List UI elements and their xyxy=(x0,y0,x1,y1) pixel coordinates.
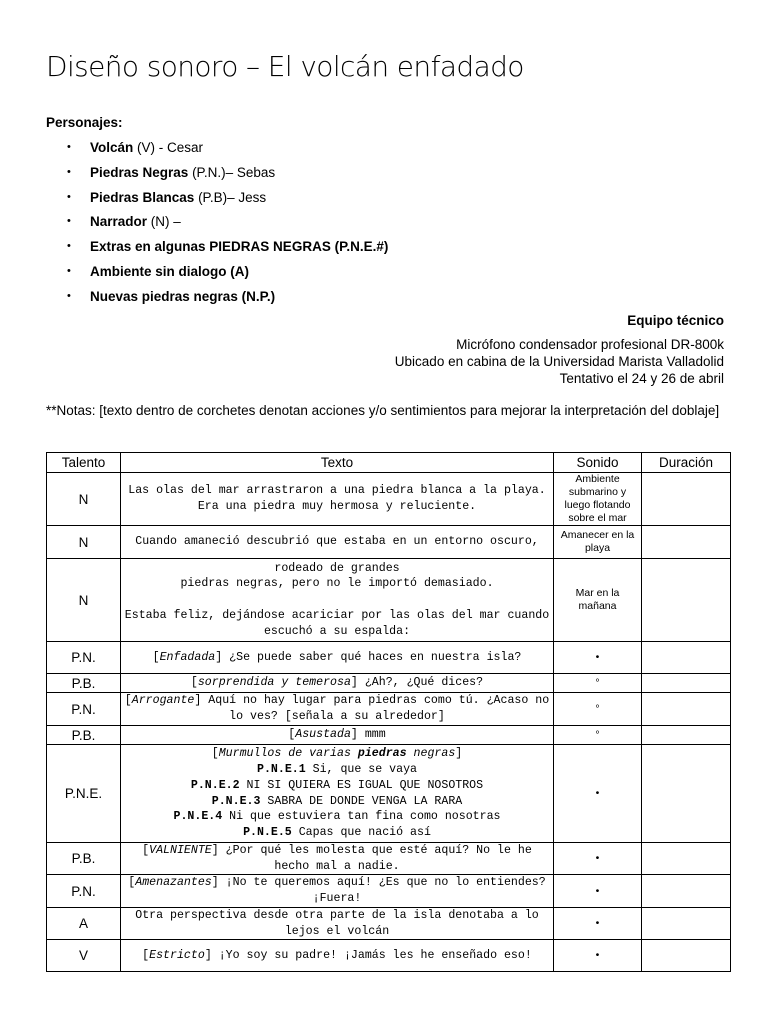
notes-paragraph: **Notas: [texto dentro de corchetes denotan acciones y/o sentimientos para mejorar la interpretación del doblaje] xyxy=(46,403,720,418)
character-item xyxy=(46,238,388,263)
table-row xyxy=(47,674,731,693)
bullet-icon: • xyxy=(67,165,71,178)
characters-list xyxy=(46,139,388,313)
bullet-icon: • xyxy=(67,264,71,277)
texto-segment: rodeado de grandes piedras negras, pero no le importó demasiado. Estaba feliz, dejándose acariciar por las olas del mar cuando escuchó a su espalda: xyxy=(124,561,550,638)
character-name: Ambiente sin dialogo (A) xyxy=(90,263,250,279)
document-title: Diseño sonoro – El volcán enfadado xyxy=(46,50,524,83)
script-table xyxy=(46,452,731,972)
texto-segment: [ xyxy=(190,676,198,690)
sonido-cell: Mar en la mañana xyxy=(554,559,642,642)
sonido-cell: Amanecer en la playa xyxy=(554,526,642,559)
duracion-cell xyxy=(642,473,731,526)
texto-segment: P.N.E.3 xyxy=(211,794,261,808)
character-detail: (P.B)– Jess xyxy=(194,189,267,205)
texto-segment: Estricto xyxy=(149,948,205,962)
duracion-cell xyxy=(642,745,731,843)
texto-segment: ] ¡Yo soy su padre! ¡Jamás les he enseñado eso! xyxy=(204,948,532,962)
texto-cell xyxy=(121,674,554,693)
texto-cell xyxy=(121,875,554,907)
texto-segment: Ni que estuviera tan fina como nosotras xyxy=(229,810,501,824)
header-texto: Texto xyxy=(121,453,554,473)
talento-cell: P.N. xyxy=(47,693,121,726)
texto-segment: P.N.E.4 xyxy=(173,810,223,824)
sonido-cell: ° xyxy=(554,726,642,745)
header-talento: Talento xyxy=(47,453,121,473)
duracion-cell xyxy=(642,526,731,559)
talento-cell: N xyxy=(47,473,121,526)
character-name: Piedras Blancas xyxy=(90,189,195,205)
equipo-title: Equipo técnico xyxy=(627,313,724,328)
header-duracion: Duración xyxy=(642,453,731,473)
bullet-icon: • xyxy=(67,141,71,153)
talento-cell: P.B. xyxy=(47,674,121,693)
talento-cell: V xyxy=(47,940,121,972)
character-name: Nuevas piedras negras (N.P.) xyxy=(90,288,276,304)
character-name: Volcán xyxy=(90,140,134,155)
sonido-cell: Ambiente submarino y luego flotando sobre el mar xyxy=(554,473,642,526)
duracion-cell xyxy=(642,674,731,693)
character-item xyxy=(46,213,388,238)
equipo-tecnico xyxy=(395,312,724,387)
texto-segment: [ xyxy=(211,747,219,761)
talento-cell: P.B. xyxy=(47,726,121,745)
bullet-icon: • xyxy=(67,240,71,253)
equipo-line: Ubicado en cabina de la Universidad Marista Valladolid xyxy=(394,354,724,369)
table-row xyxy=(47,726,731,745)
texto-cell xyxy=(121,907,554,939)
texto-segment: Arrogante xyxy=(131,694,195,708)
texto-segment: Capas que nació así xyxy=(291,825,431,839)
texto-segment: [ xyxy=(142,844,150,857)
duracion-cell xyxy=(642,642,731,674)
texto-segment: P.N.E.2 xyxy=(190,778,240,792)
texto-cell xyxy=(121,526,554,559)
texto-segment: Asustada xyxy=(295,728,351,742)
character-item xyxy=(46,189,388,214)
character-item xyxy=(46,139,388,164)
texto-segment: Murmullos de varias xyxy=(218,747,358,761)
texto-segment: Otra perspectiva desde otra parte de la isla denotaba a lo lejos el volcán xyxy=(135,908,539,938)
talento-cell: P.N. xyxy=(47,875,121,907)
talento-cell: P.N.E. xyxy=(47,745,121,843)
texto-segment: piedras xyxy=(357,747,407,761)
texto-segment: [ xyxy=(288,728,296,742)
table-row xyxy=(47,559,731,642)
texto-segment: Amenazantes xyxy=(135,876,212,890)
duracion-cell xyxy=(642,726,731,745)
texto-segment: ] ¿Ah?, ¿Qué dices? xyxy=(350,676,484,690)
texto-cell xyxy=(121,559,554,642)
texto-segment: Las olas del mar arrastraron a una piedra blanca a la playa. Era una piedra muy hermosa y reluciente. xyxy=(128,484,546,513)
character-item xyxy=(46,164,388,189)
texto-segment: Si, que se vaya xyxy=(312,763,418,777)
texto-segment: [ xyxy=(152,650,160,664)
character-detail: (N) – xyxy=(147,214,181,230)
character-name: Extras en algunas PIEDRAS NEGRAS (P.N.E.#) xyxy=(90,239,389,255)
texto-segment: P.N.E.5 xyxy=(243,825,292,839)
sonido-cell: • xyxy=(554,843,642,875)
table-row xyxy=(47,940,731,972)
character-detail: (V) - Cesar xyxy=(133,140,204,155)
bullet-icon: • xyxy=(67,215,71,228)
texto-segment: SABRA DE DONDE VENGA LA RARA xyxy=(267,794,463,808)
table-row xyxy=(47,642,731,674)
texto-segment: Enfadada xyxy=(159,650,216,664)
talento-cell: N xyxy=(47,526,121,559)
character-detail: (P.N.)– Sebas xyxy=(188,164,276,180)
table-row xyxy=(47,843,731,875)
texto-segment: P.N.E.1 xyxy=(256,763,306,777)
duracion-cell xyxy=(642,559,731,642)
table-row xyxy=(47,875,731,907)
table-row xyxy=(47,473,731,526)
texto-segment: ] ¿Por qué les molesta que esté aquí? No le he hecho mal a nadie. xyxy=(211,844,532,873)
table-row xyxy=(47,693,731,726)
header-sonido: Sonido xyxy=(554,453,642,473)
table-body xyxy=(47,473,731,972)
texto-segment: ] xyxy=(455,747,463,761)
talento-cell: A xyxy=(47,907,121,939)
duracion-cell xyxy=(642,843,731,875)
bullet-icon: • xyxy=(67,190,71,203)
duracion-cell xyxy=(642,940,731,972)
talento-cell: N xyxy=(47,559,121,642)
talento-cell: P.N. xyxy=(47,642,121,674)
equipo-line: Tentativo el 24 y 26 de abril xyxy=(559,371,724,386)
characters-heading: Personajes: xyxy=(46,115,123,130)
sonido-cell: • xyxy=(554,940,642,972)
texto-segment: ] mmm xyxy=(350,728,386,742)
texto-cell xyxy=(121,843,554,875)
duracion-cell xyxy=(642,693,731,726)
texto-segment: [ xyxy=(128,876,136,890)
texto-segment: VALNIENTE xyxy=(149,844,212,857)
texto-segment: [ xyxy=(142,948,150,962)
table-row xyxy=(47,907,731,939)
sonido-cell: • xyxy=(554,642,642,674)
texto-cell xyxy=(121,940,554,972)
equipo-line: Micrófono condensador profesional DR-800k xyxy=(456,337,724,352)
duracion-cell xyxy=(642,907,731,939)
texto-segment: ] Aquí no hay lugar para piedras como tú. ¿Acaso no lo ves? [señala a su alrededor] xyxy=(194,694,550,723)
texto-cell xyxy=(121,745,554,843)
table-row xyxy=(47,745,731,843)
sonido-cell: ° xyxy=(554,693,642,726)
sonido-cell: • xyxy=(554,907,642,939)
character-name: Piedras Negras xyxy=(90,164,189,180)
texto-cell xyxy=(121,693,554,726)
texto-segment: ] ¡No te queremos aquí! ¿Es que no lo entiendes? ¡Fuera! xyxy=(211,876,546,906)
texto-segment: [ xyxy=(124,694,132,708)
texto-cell xyxy=(121,726,554,745)
texto-segment: Cuando amaneció descubrió que estaba en un entorno oscuro, xyxy=(135,535,539,549)
talento-cell: P.B. xyxy=(47,843,121,875)
table-row xyxy=(47,526,731,559)
character-name: Narrador xyxy=(90,214,148,230)
character-item xyxy=(46,263,388,288)
character-item xyxy=(46,288,388,313)
texto-segment: sorprendida y temerosa xyxy=(197,676,351,690)
duracion-cell xyxy=(642,875,731,907)
texto-cell xyxy=(121,642,554,674)
sonido-cell: • xyxy=(554,745,642,843)
texto-segment: NI SI QUIERA ES IGUAL QUE NOSOTROS xyxy=(246,778,484,792)
sonido-cell: ° xyxy=(554,674,642,693)
sonido-cell: • xyxy=(554,875,642,907)
texto-segment: ] ¿Se puede saber qué haces en nuestra isla? xyxy=(215,650,522,664)
bullet-icon: • xyxy=(67,289,71,302)
texto-segment: negras xyxy=(406,747,456,761)
texto-cell xyxy=(121,473,554,526)
table-header-row xyxy=(47,453,731,473)
